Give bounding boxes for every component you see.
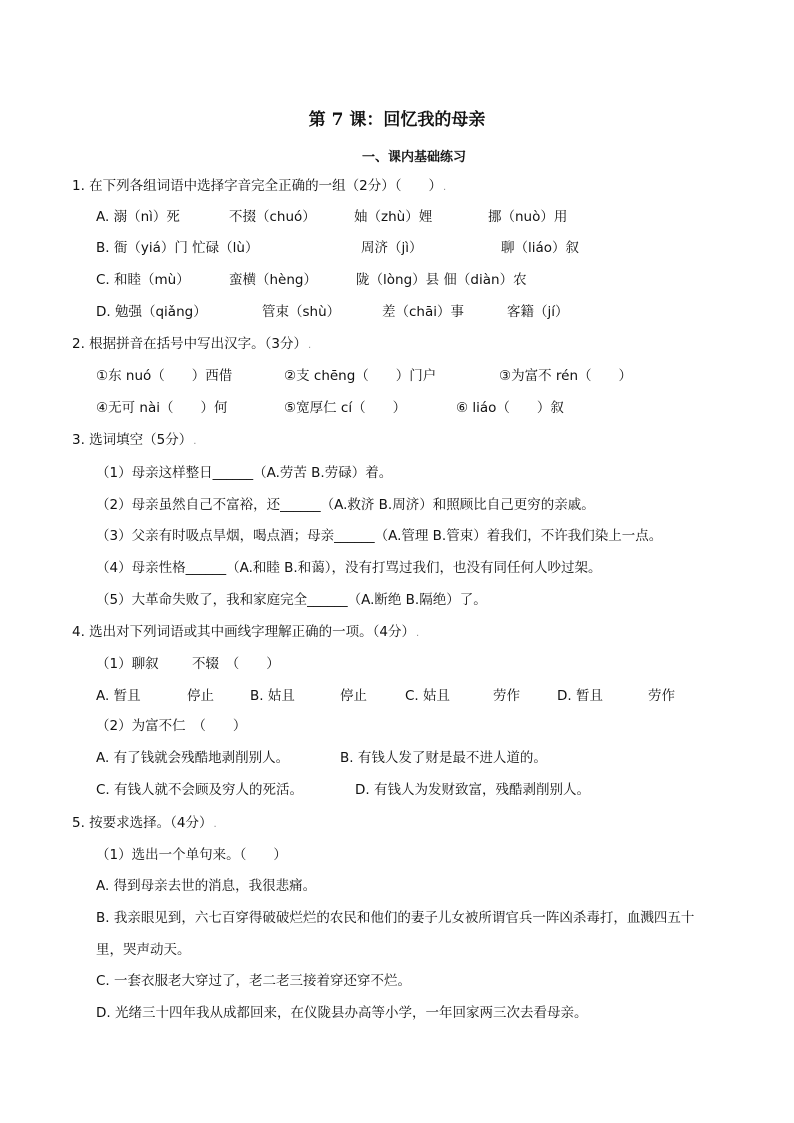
q2-row-1: ①东 nuó（ ）西借 ②支 chēng（ ）门户 ③为富不 rén（ ） [96, 368, 633, 384]
q3-item-1: （1）母亲这样整日______（A.劳苦 B.劳碌）着。 [96, 465, 393, 481]
q5-option-b-line1: B. 我亲眼见到，六七百穿得破破烂烂的农民和他们的妻子儿女被所谓官兵一阵凶杀毒打，血溅四五十 [96, 910, 695, 926]
q3-item-3: （3）父亲有时吸点旱烟，喝点酒；母亲______（A.管理 B.管束）着我们，不许我们染上一点。 [96, 528, 663, 544]
q4-sub-1: （1）聊叙 不辍 （ ） [96, 656, 280, 672]
q5-stem: 5. 按要求选择。（4分）. [72, 815, 217, 831]
q3-item-5: （5）大革命失败了，我和家庭完全______（A.断绝 B.隔绝）了。 [96, 592, 487, 608]
q3-item-2: （2）母亲虽然自己不富裕，还______（A.救济 B.周济）和照顾比自己更穷的亲戚。 [96, 497, 595, 513]
q4-options-2b: C. 有钱人就不会顾及穷人的死活。 D. 有钱人为发财致富，残酷剥削别人。 [96, 782, 590, 798]
q5-option-c: C. 一套衣服老大穿过了，老二老三接着穿还穿不烂。 [96, 973, 412, 989]
q4-sub-2: （2）为富不仁 （ ） [96, 718, 247, 734]
q1-option-b: B. 衙（yiá）门 忙碌（lù） 周济（jì） 聊（liáo）叙 [96, 240, 580, 256]
q3-item-4: （4）母亲性格______（A.和睦 B.和蔼），没有打骂过我们，也没有同任何人吵过架。 [96, 560, 602, 576]
q3-stem: 3. 选词填空（5分）. [72, 432, 197, 448]
q4-options-2a: A. 有了钱就会残酷地剥削别人。 B. 有钱人发了财是最不进人道的。 [96, 750, 547, 766]
section-heading: 一、课内基础练习 [361, 150, 466, 165]
q4-options-1: A. 暂且 停止 B. 姑且 停止 C. 姑且 劳作 D. 暂且 劳作 [96, 688, 675, 704]
q1-stem: 1. 在下列各组词语中选择字音完全正确的一组（2分）（ ）. [72, 178, 447, 194]
q2-stem: 2. 根据拼音在括号中写出汉字。（3分）. [72, 336, 312, 352]
q5-option-a: A. 得到母亲去世的消息，我很悲痛。 [96, 878, 317, 894]
q1-option-c: C. 和睦（mù） 蛮横（hèng） 陇（lòng）县 佃（diàn）农 [96, 272, 527, 288]
q5-option-d: D. 光绪三十四年我从成都回来，在仪陇县办高等小学，一年回家两三次去看母亲。 [96, 1005, 588, 1021]
q1-option-a: A. 溺（nì）死 不掇（chuó） 妯（zhù）娌 挪（nuò）用 [96, 209, 568, 225]
q1-option-d: D. 勉强（qiǎng） 管束（shù） 差（chāi）事 客籍（jí） [96, 304, 569, 320]
q5-option-b-line2: 里，哭声动天。 [96, 942, 191, 958]
q4-stem: 4. 选出对下列词语或其中画线字理解正确的一项。（4分）. [72, 624, 420, 640]
q5-sub-1: （1）选出一个单句来。（ ） [96, 847, 287, 863]
q2-row-2: ④无可 nài（ ）何 ⑤宽厚仁 cí（ ） ⑥ liáo（ ）叙 [96, 400, 564, 416]
page-title: 第 7 课：回忆我的母亲 [308, 110, 486, 130]
